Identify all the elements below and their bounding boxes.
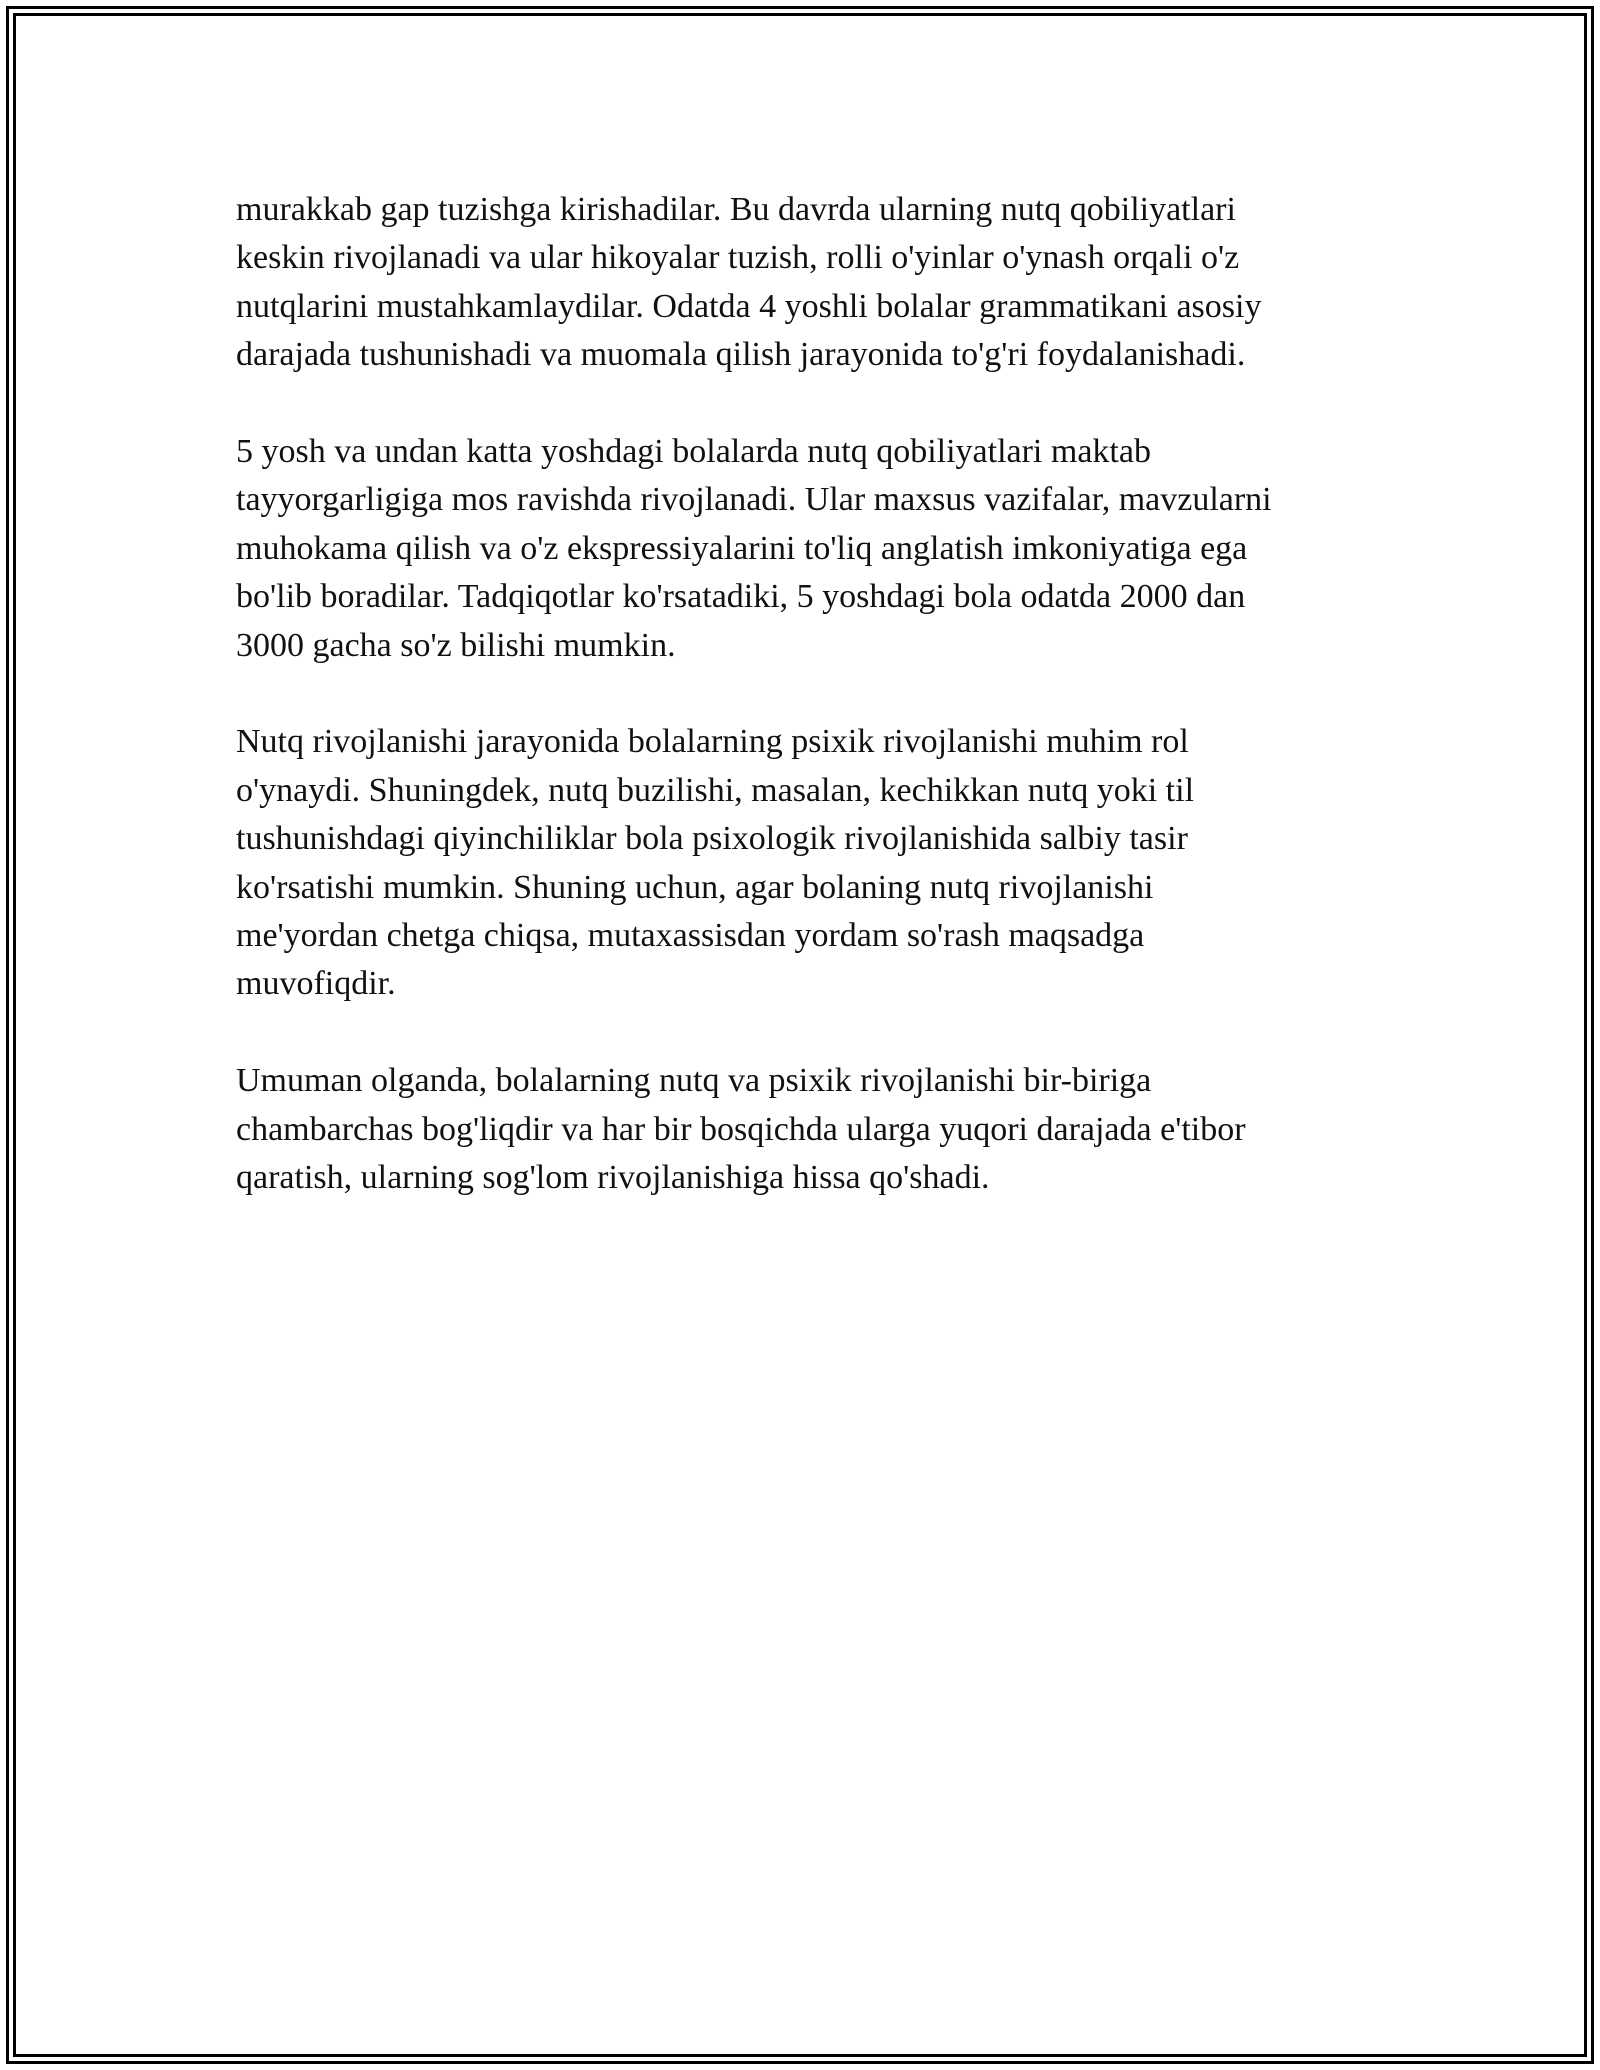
- paragraph-line: bo'lib boradilar. Tadqiqotlar ko'rsatadiki, 5 yoshdagi bola odatda 2000 dan: [236, 578, 1246, 616]
- paragraph-line: o'ynaydi. Shuningdek, nutq buzilishi, masalan, kechikkan nutq yoki til: [236, 771, 1195, 809]
- paragraph-line: me'yordan chetga chiqsa, mutaxassisdan yordam so'rash maqsadga: [236, 917, 1145, 955]
- paragraph-4: [236, 1057, 1366, 1202]
- paragraph-line: nutqlarini mustahkamlaydilar. Odatda 4 yoshli bolalar grammatikani asosiy: [236, 287, 1262, 325]
- paragraph-line: darajada tushunishadi va muomala qilish jarayonida to'g'ri foydalanishadi.: [236, 336, 1246, 374]
- paragraph-line: 5 yosh va undan katta yoshdagi bolalarda nutq qobiliyatlari maktab: [236, 433, 1151, 471]
- paragraph-line: chambarchas bog'liqdir va har bir bosqichda ularga yuqori darajada e'tibor: [236, 1110, 1246, 1148]
- paragraph-line: muvofiqdir.: [236, 965, 396, 1003]
- paragraph-line: muhokama qilish va o'z ekspressiyalarini to'liq anglatish imkoniyatiga ega: [236, 529, 1248, 567]
- paragraph-1: [236, 186, 1366, 380]
- paragraph-line: keskin rivojlanadi va ular hikoyalar tuzish, rolli o'yinlar o'ynash orqali o'z: [236, 239, 1240, 277]
- paragraph-line: qaratish, ularning sog'lom rivojlanishiga hissa qo'shadi.: [236, 1159, 990, 1197]
- paragraph-line: tayyorgarligiga mos ravishda rivojlanadi. Ular maxsus vazifalar, mavzularni: [236, 481, 1272, 519]
- paragraph-line: Umuman olganda, bolalarning nutq va psixik rivojlanishi bir-biriga: [236, 1062, 1152, 1100]
- paragraph-line: tushunishdagi qiyinchiliklar bola psixologik rivojlanishida salbiy tasir: [236, 820, 1188, 858]
- paragraph-3: [236, 718, 1366, 1008]
- paragraph-line: 3000 gacha so'z bilishi mumkin.: [236, 626, 676, 664]
- paragraph-line: Nutq rivojlanishi jarayonida bolalarning psixik rivojlanishi muhim rol: [236, 723, 1189, 761]
- paragraph-line: ko'rsatishi mumkin. Shuning uchun, agar bolaning nutq rivojlanishi: [236, 868, 1154, 906]
- document-body: [236, 186, 1366, 1251]
- paragraph-2: [236, 428, 1366, 670]
- paragraph-line: murakkab gap tuzishga kirishadilar. Bu davrda ularning nutq qobiliyatlari: [236, 191, 1236, 228]
